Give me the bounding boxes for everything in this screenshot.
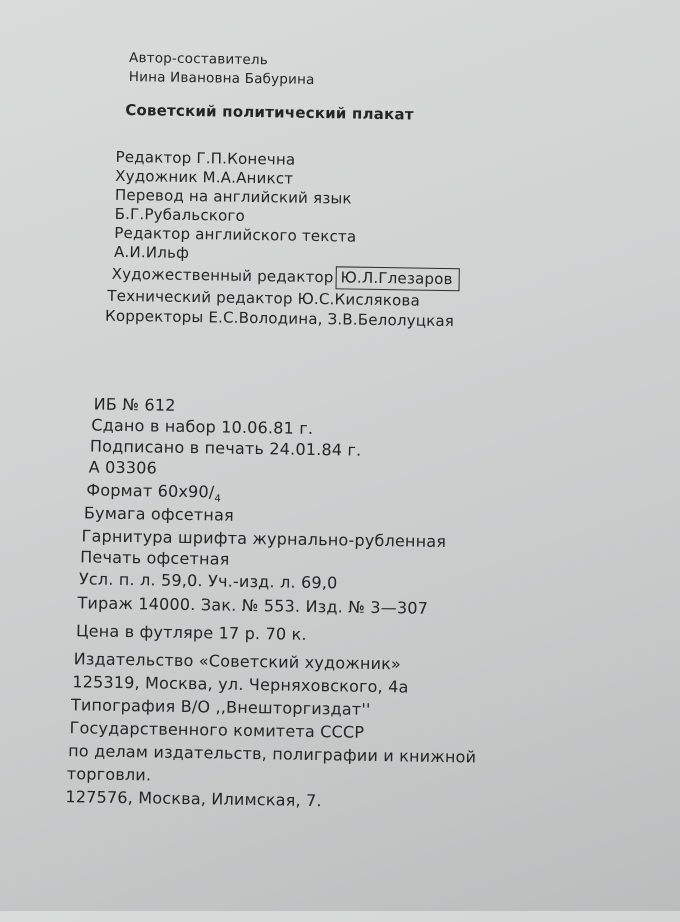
publisher-line: по делам издательств, полиграфии и книжной [68, 741, 477, 767]
imprint-line: ИБ № 612 [93, 394, 176, 415]
publisher-line: Издательство «Советский художник» [73, 649, 402, 674]
credit-line: Б.Г.Рубальского [114, 204, 246, 225]
imprint-line: А 03306 [88, 457, 158, 478]
author-label: Автор-составитель [128, 50, 269, 69]
imprint-line: Сдано в набор 10.06.81 г. [91, 415, 314, 438]
credit-line: Художник М.А.Аникст [115, 166, 294, 188]
art-editor-label: Художественный редактор [111, 264, 334, 287]
imprint-line: Подписано в печать 24.01.84 г. [89, 436, 362, 460]
publisher-line: Государственного комитета СССР [69, 718, 365, 742]
imprint-line: Усл. п. л. 59,0. Уч.-изд. л. 69,0 [78, 569, 338, 593]
credit-line: А.И.Ильф [113, 242, 190, 263]
publisher-line: 127576, Москва, Илимская, 7. [65, 787, 322, 811]
publisher-line: 125319, Москва, ул. Черняховского, 4а [72, 672, 409, 697]
book-title: Советский политический плакат [125, 100, 414, 124]
imprint-line: Бумага офсетная [83, 503, 235, 525]
imprint-line: Цена в футляре 17 р. 70 к. [75, 621, 307, 644]
credit-line: Перевод на английский язык [114, 185, 352, 208]
imprint-format-line [86, 480, 221, 504]
publisher-line: торговли. [66, 764, 152, 785]
imprint-line: Гарнитура шрифта журнально-рубленная [81, 526, 447, 552]
credit-line: Корректоры Е.С.Володина, З.В.Белолуцкая [104, 306, 455, 331]
art-editor-line [112, 265, 460, 288]
imprint-line: Тираж 14000. Зак. № 553. Изд. № 3—307 [77, 593, 429, 618]
format-subscript: 4 [214, 493, 222, 505]
credit-line: Редактор английского текста [114, 223, 357, 246]
publisher-line: Типография В/О ,,Внешторгиздат'' [70, 695, 371, 719]
imprint-line: Печать офсетная [80, 547, 230, 569]
imprint-line: Формат 60x90/ [86, 480, 215, 502]
credit-line: Редактор Г.П.Конечна [115, 147, 296, 169]
art-editor-name-stamp: Ю.Л.Глезаров [335, 266, 459, 291]
credit-line: Технический редактор Ю.С.Кислякова [107, 286, 421, 310]
author-name: Нина Ивановна Бабурина [128, 69, 315, 88]
